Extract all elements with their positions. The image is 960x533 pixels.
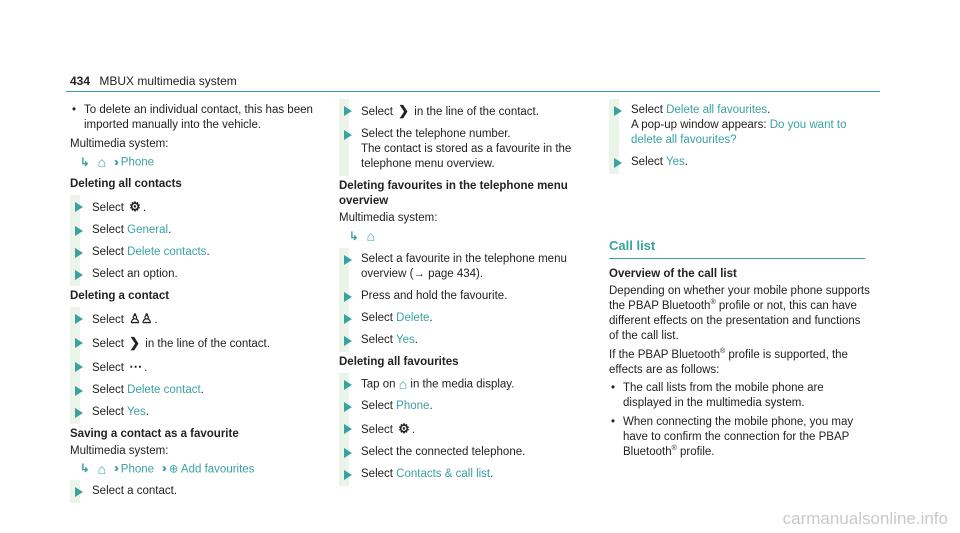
bullet-item: • To delete an individual contact, this has been imported manually into the vehicle. [70, 103, 332, 133]
step-arrow-icon [75, 386, 83, 396]
column-3 [609, 103, 871, 177]
paragraph: Depending on whether your mobile phone supports the PBAP Bluetooth® profile or not, this can have different effects on the presentation and functions of the call list. [609, 285, 870, 342]
step-arrow-icon [344, 380, 352, 390]
step-arrow-icon [344, 402, 352, 412]
step-arrow-icon [75, 248, 83, 258]
bullet-item: • When connecting the mobile phone, you may have to confirm the connection for the PBAP Bluetooth® profile. [609, 415, 871, 460]
menu-path [349, 229, 597, 245]
step-arrow-icon [614, 158, 622, 168]
step-arrow-icon [614, 106, 622, 116]
chevron-right-icon: ›› [162, 463, 164, 476]
contacts-icon: ♙♙ [129, 310, 153, 326]
heading-deleting-all-contacts: Deleting all contacts [70, 177, 182, 190]
page-header-title: MBUX multimedia system [99, 74, 237, 88]
step-arrow-icon [344, 448, 352, 458]
step: Select Yes. [609, 155, 871, 170]
menu-path: ↳ ⌂ ›› Phone ›› ⊕ Add favourites [80, 460, 255, 477]
home-icon: ⌂ [97, 460, 107, 477]
step: Select ❯ in the line of the contact. [339, 103, 597, 120]
path-phone: Phone [120, 156, 155, 169]
chevron-right-icon: ❯ [129, 334, 141, 350]
column-1 [70, 103, 332, 506]
settings-gear-icon: ⚙ [129, 198, 141, 214]
step-arrow-icon [344, 470, 352, 480]
step-arrow-icon [344, 336, 352, 346]
home-icon: ⌂ [97, 154, 107, 170]
step: Select ❯ in the line of the contact. [70, 335, 332, 352]
step: Select Yes. [339, 333, 597, 348]
section-call-list [609, 238, 865, 259]
step-arrow-icon [75, 487, 83, 497]
step: Select Delete all favourites. A pop-up window appears: Do you want to delete all favourites? [609, 103, 871, 148]
step-arrow-icon [344, 255, 352, 265]
chevron-right-icon: ›› [114, 463, 116, 476]
step: Tap on ⌂ in the media display. [339, 377, 597, 393]
more-options-icon: ⋯ [129, 358, 143, 374]
column-2 [339, 103, 597, 489]
page-header [70, 74, 237, 88]
step: Select the connected telephone. [339, 445, 597, 460]
step: Press and hold the favourite. [339, 289, 597, 304]
step: Select ⋯ . [70, 359, 332, 376]
multimedia-system-label: Multimedia system: [70, 138, 169, 150]
step: Select the telephone number. The contact is stored as a favourite in the telephone menu overview. [339, 127, 597, 172]
watermark: carmanualsonline.info [782, 509, 948, 528]
heading-deleting-a-contact: Deleting a contact [70, 289, 170, 302]
path-arrow-icon: ↳ [349, 230, 359, 243]
bullet-item: • The call lists from the mobile phone are displayed in the multimedia system. [609, 381, 871, 411]
step: Select an option. [70, 267, 332, 282]
multimedia-system-label: Multimedia system: [339, 212, 438, 224]
step: Select Yes. [70, 405, 332, 420]
step: Select Contacts & call list. [339, 467, 597, 482]
page-number: 434 [70, 74, 91, 88]
step-arrow-icon [75, 338, 83, 348]
section-rule [609, 258, 865, 259]
add-circle-icon: ⊕ [168, 463, 179, 476]
heading-overview-call-list: Overview of the call list [609, 268, 737, 280]
step: Select ⚙ . [70, 199, 332, 216]
step: Select a favourite in the telephone menu overview (→ page 434). [339, 252, 597, 282]
step: Select General. [70, 223, 332, 238]
step: Select Delete contacts. [70, 245, 332, 260]
path-arrow-icon: ↳ [80, 463, 90, 476]
step-arrow-icon [344, 106, 352, 116]
chevron-right-icon: ❯ [398, 103, 410, 118]
step-arrow-icon [75, 226, 83, 236]
step: Select Delete contact. [70, 383, 332, 398]
step: Select Delete. [339, 311, 597, 326]
home-icon: ⌂ [366, 228, 376, 244]
step-arrow-icon [75, 270, 83, 280]
step: Select ⚙ . [339, 421, 597, 438]
step-arrow-icon [75, 314, 83, 324]
step-arrow-icon [344, 424, 352, 434]
section-title: Call list [609, 238, 656, 253]
multimedia-system-label: Multimedia system: [70, 444, 169, 457]
home-icon: ⌂ [398, 375, 408, 392]
heading-deleting-all-favourites: Deleting all favourites [339, 355, 459, 368]
chevron-right-icon: ›› [114, 156, 116, 169]
step: Select ♙♙ . [70, 311, 332, 328]
step-arrow-icon [344, 130, 352, 140]
heading-saving-favourite: Saving a contact as a favourite [70, 427, 239, 440]
step-arrow-icon [344, 292, 352, 302]
header-rule [66, 91, 880, 92]
path-arrow-icon: ↳ [80, 156, 90, 169]
paragraph: If the PBAP Bluetooth® profile is supported, the effects are as follows: [609, 348, 848, 376]
step: Select a contact. [70, 484, 332, 499]
step-arrow-icon [75, 408, 83, 418]
step-arrow-icon [75, 202, 83, 212]
heading-deleting-favourites-overview: Deleting favourites in the telephone menu overview [339, 180, 568, 207]
menu-path [80, 155, 332, 171]
settings-gear-icon: ⚙ [398, 421, 410, 437]
step-arrow-icon [344, 314, 352, 324]
column-3-body [609, 267, 871, 464]
step-arrow-icon [75, 362, 83, 372]
step: Select Phone. [339, 399, 597, 414]
